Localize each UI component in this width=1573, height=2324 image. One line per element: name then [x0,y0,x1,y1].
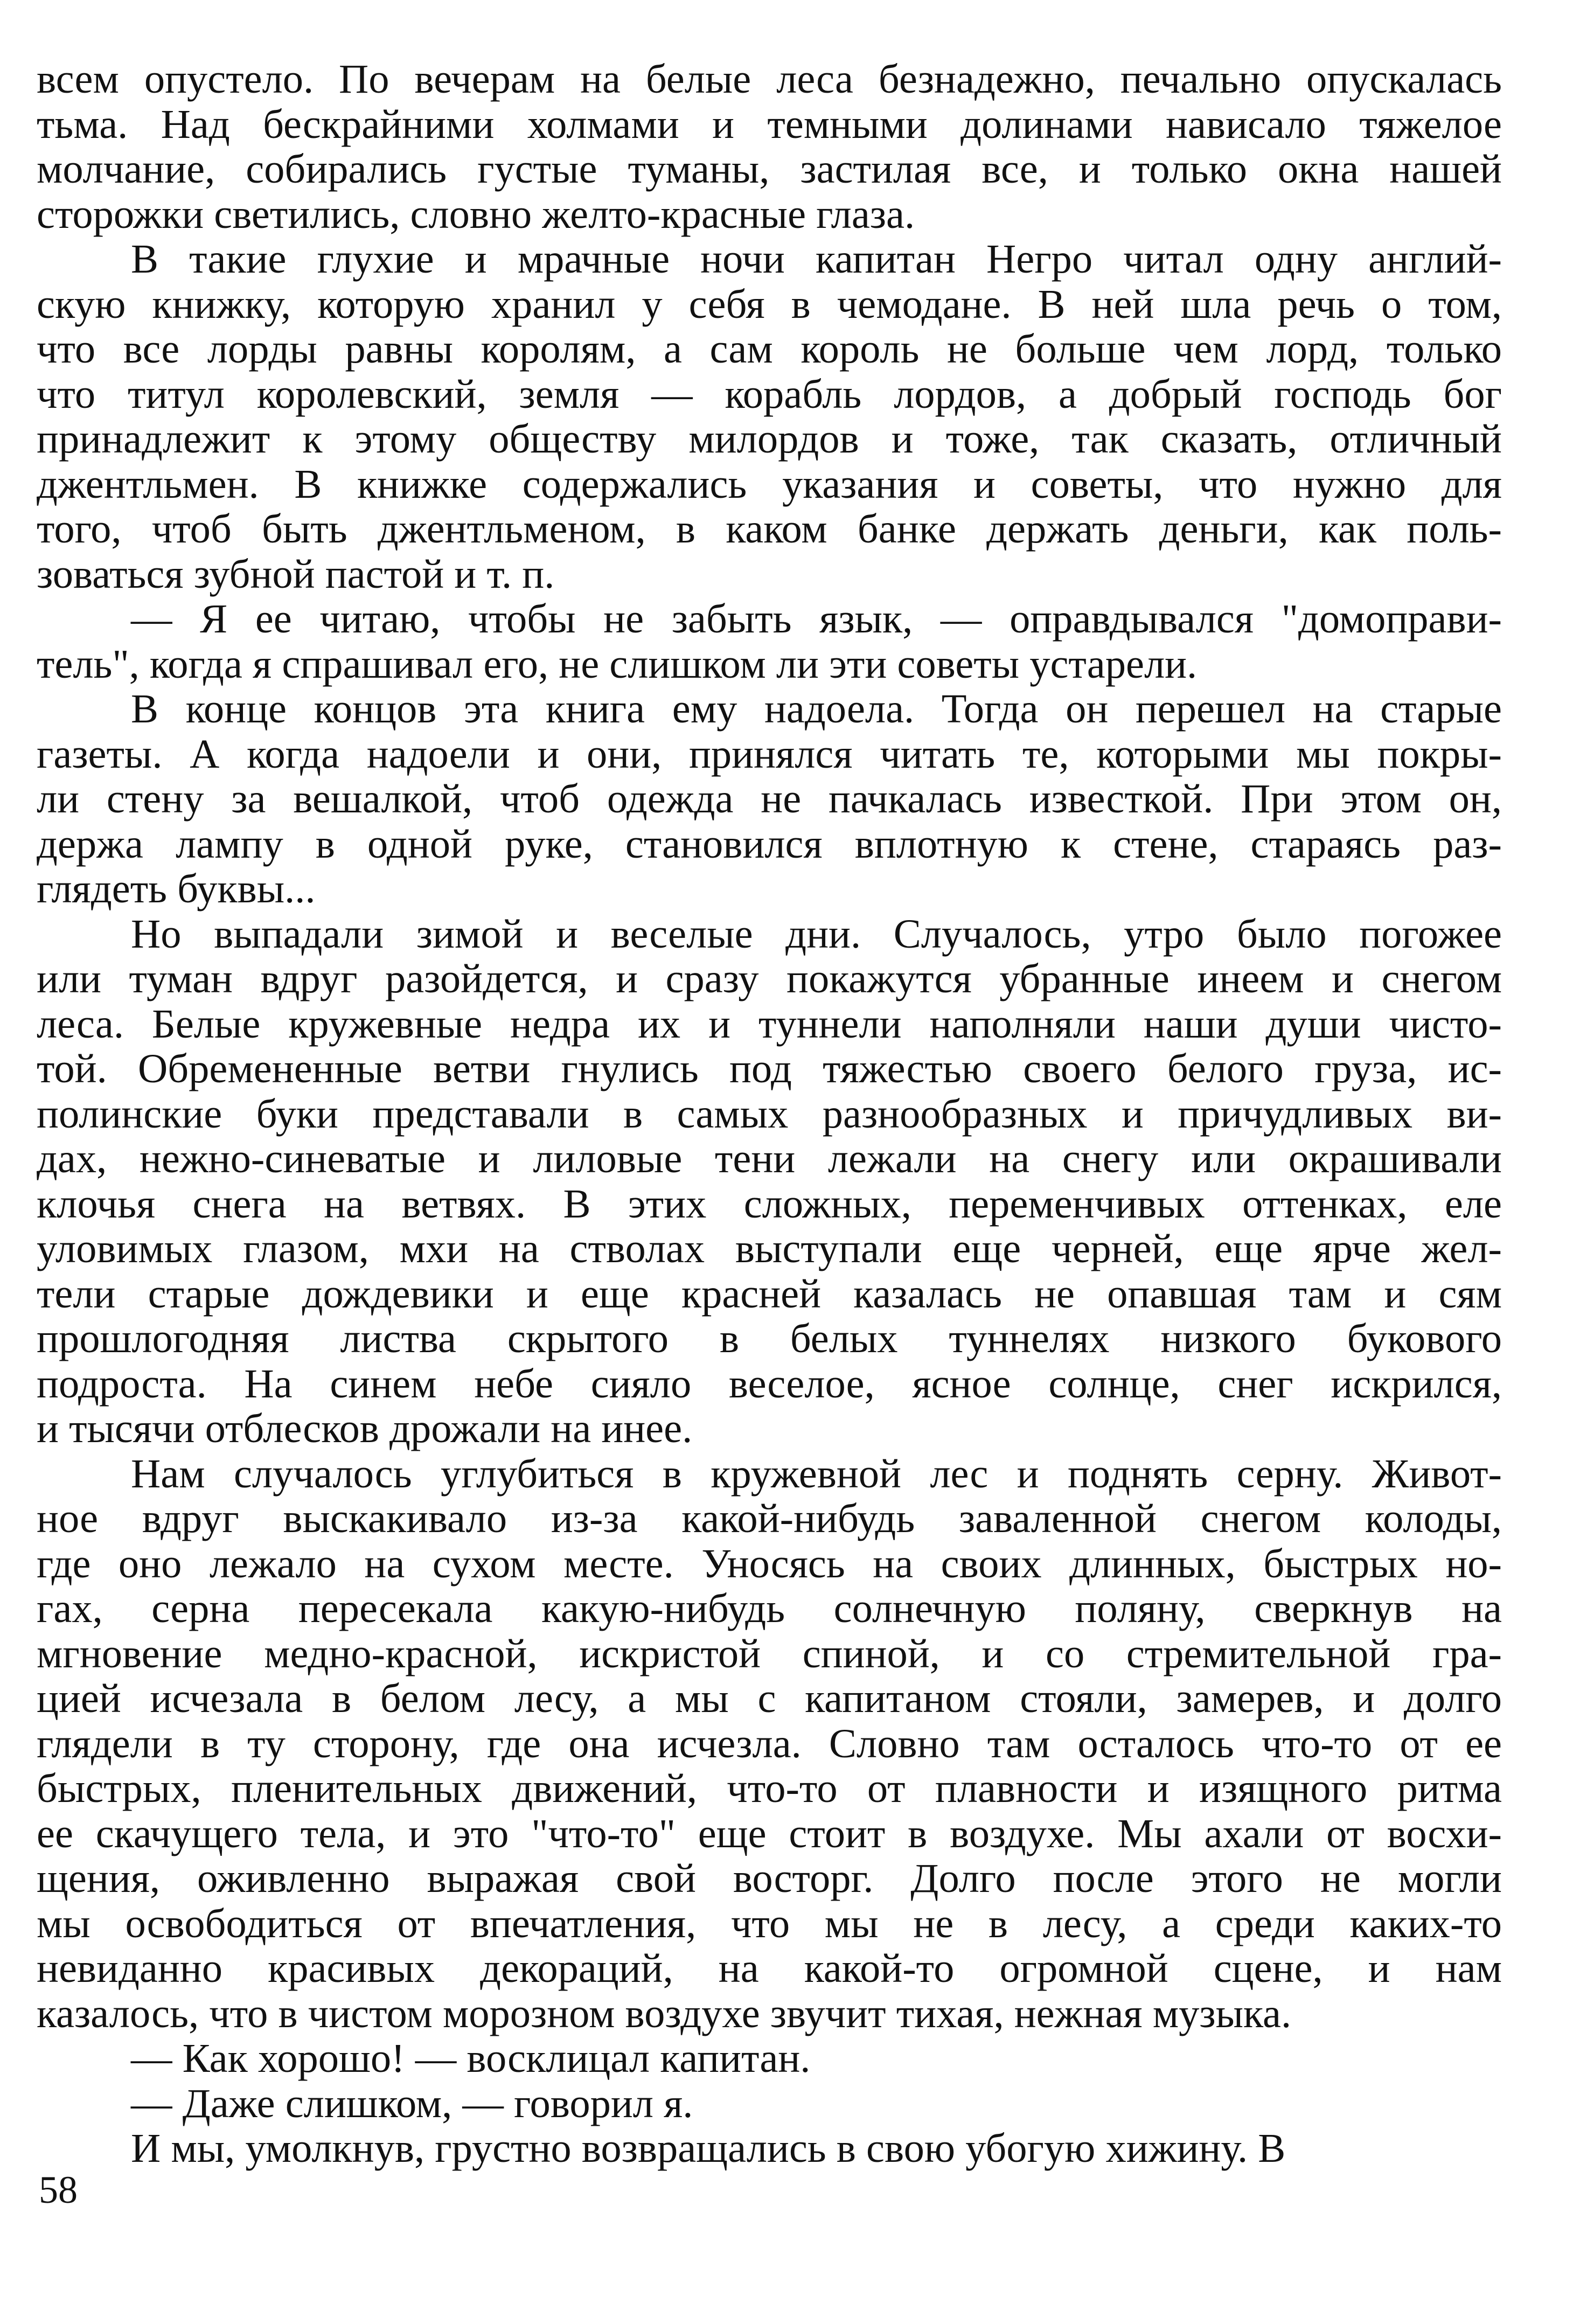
text-line: — Даже слишком, — говорил я. [131,2080,693,2126]
text-line: прошлогодняя листва скрытого в белых туннелях низкого букового [37,1316,1502,1361]
text-line: Нам случалось углубиться в кружевной лес и поднять серну. Живот- [131,1450,1502,1497]
text-line: — Как хорошо! — восклицал капитан. [131,2035,811,2081]
text-line: тель", когда я спрашивал его, не слишком ли эти советы устарели. [37,641,1198,687]
text-line: — Я ее читаю, чтобы не забыть язык, — оправдывался "домоправи- [131,596,1502,642]
text-line: принадлежит к этому обществу милордов и тоже, так сказать, отличный [37,416,1502,462]
paragraph [37,57,1502,236]
text-line: скую книжку, которую хранил у себя в чемодане. В ней шла речь о том, [37,281,1502,327]
paragraph [37,2036,1502,2081]
paragraph [37,596,1502,686]
text-line: ное вдруг выскакивало из-за какой-нибудь заваленной снегом колоды, [37,1495,1502,1541]
text-line: ли стену за вешалкой, чтоб одежда не пачкалась известкой. При этом он, [37,776,1502,822]
text-line: леса. Белые кружевные недра их и туннели наполняли наши души чисто- [37,1000,1502,1047]
page-number: 58 [39,2168,78,2211]
text-line: молчание, собирались густые туманы, застилая все, и только окна нашей [37,146,1502,192]
text-line: джентльмен. В книжке содержались указания и советы, что нужно для [37,461,1502,507]
text-line: уловимых глазом, мхи на стволах выступали еще черней, еще ярче жел- [37,1226,1502,1271]
text-line: Но выпадали зимой и веселые дни. Случалось, утро было погожее [131,910,1502,957]
text-line: и тысячи отблесков дрожали на инее. [37,1405,693,1451]
paragraph [37,2081,1502,2126]
text-line: В такие глухие и мрачные ночи капитан Негро читал одну англий- [131,236,1502,282]
text-line: быстрых, пленительных движений, что-то от плавности и изящного ритма [37,1765,1502,1811]
text-line: всем опустело. По вечерам на белые леса безнадежно, печально опускалась [37,56,1502,102]
text-line: держа лампу в одной руке, становился вплотную к стене, стараясь раз- [37,820,1502,867]
text-line: подроста. На синем небе сияло веселое, ясное солнце, снег искрился, [37,1360,1502,1407]
text-line: казалось, что в чистом морозном воздухе звучит тихая, нежная музыка. [37,1990,1292,2036]
text-line: того, чтоб быть джентльменом, в каком банке держать деньги, как поль- [37,506,1502,552]
text-line: дах, нежно-синеватые и лиловые тени лежали на снегу или окрашивали [37,1136,1502,1181]
text-line: зоваться зубной пастой и т. п. [37,551,555,597]
text-line: тели старые дождевики и еще красней казалась не опавшая там и сям [37,1270,1502,1317]
text-line: гах, серна пересекала какую-нибудь солнечную поляну, сверкнув на [37,1585,1502,1631]
text-line: щения, оживленно выражая свой восторг. Долго после этого не могли [37,1855,1502,1901]
text-line: глядеть буквы... [37,866,316,911]
paragraph [37,236,1502,596]
text-line: мгновение медно-красной, искристой спиной, и со стремительной гра- [37,1630,1502,1676]
text-line: В конце концов эта книга ему надоела. Тогда он перешел на старые [131,686,1502,732]
paragraph [37,1451,1502,2036]
text-line: невиданно красивых декораций, на какой-то огромной сцене, и нам [37,1945,1502,1991]
text-line: мы освободиться от впечатления, что мы не в лесу, а среди каких-то [37,1900,1502,1946]
text-line: полинские буки представали в самых разнообразных и причудливых ви- [37,1090,1502,1137]
text-line: ее скачущего тела, и это "что-то" еще стоит в воздухе. Мы ахали от восхи- [37,1810,1502,1856]
text-line: клочья снега на ветвях. В этих сложных, переменчивых оттенках, еле [37,1180,1502,1227]
paragraph [37,2126,1502,2171]
paragraph [37,911,1502,1451]
text-line: И мы, умолкнув, грустно возвращались в свою убогую хижину. В [131,2125,1286,2171]
text-line: или туман вдруг разойдется, и сразу покажутся убранные инеем и снегом [37,956,1502,1001]
text-line: цией исчезала в белом лесу, а мы с капитаном стояли, замерев, и долго [37,1675,1502,1721]
text-line: что титул королевский, земля — корабль лордов, а добрый господь бог [37,371,1502,417]
text-line: газеты. А когда надоели и они, принялся читать те, которыми мы покры- [37,730,1502,777]
text-line: тьма. Над бескрайними холмами и темными долинами нависало тяжелое [37,101,1502,147]
text-line: где оно лежало на сухом месте. Уносясь на своих длинных, быстрых но- [37,1540,1502,1587]
body-text [37,57,1502,2171]
text-line: глядели в ту сторону, где она исчезла. Словно там осталось что-то от ее [37,1720,1502,1766]
text-line: той. Обремененные ветви гнулись под тяжестью своего белого груза, ис- [37,1046,1502,1091]
text-line: что все лорды равны королям, а сам король не больше чем лорд, только [37,326,1502,372]
paragraph [37,686,1502,911]
text-line: сторожки светились, словно желто-красные глаза. [37,191,915,237]
